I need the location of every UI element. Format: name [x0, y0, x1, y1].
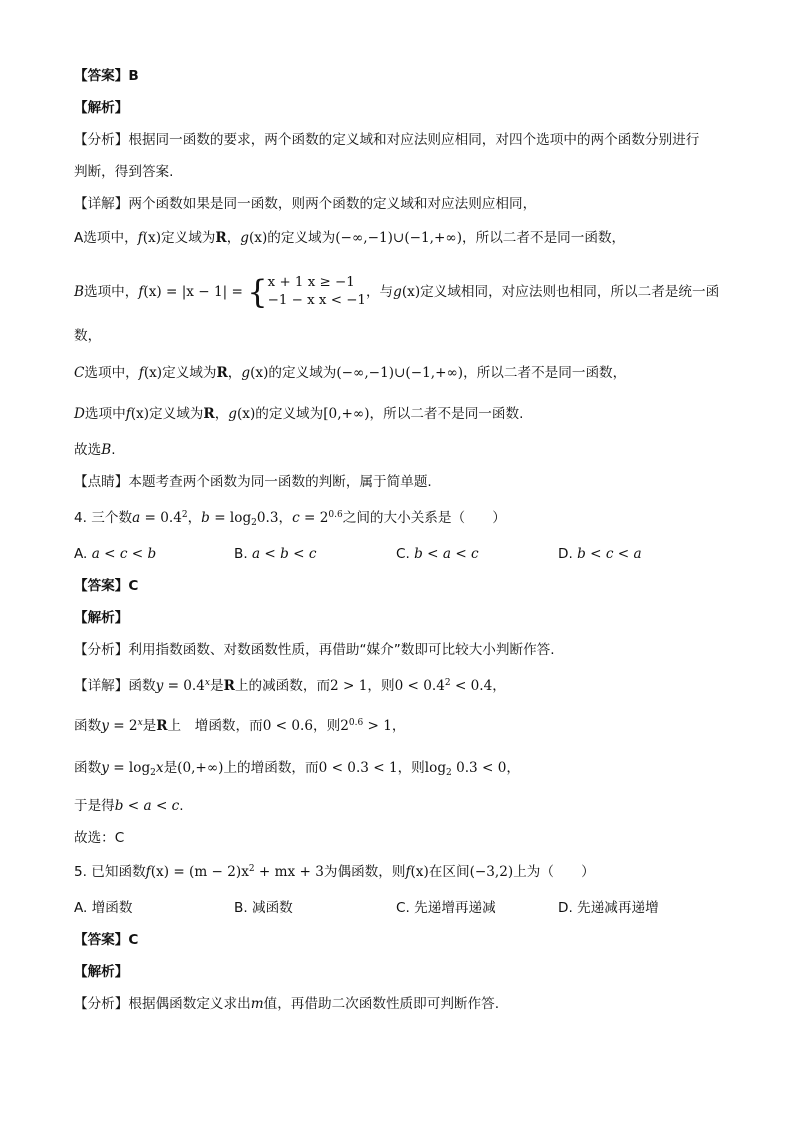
q4-detail-line-4: 于是得b < a < c.: [74, 798, 184, 814]
analysis-text-line-1: 【分析】根据同一函数的要求，两个函数的定义域和对应法则应相同，对四个选项中的两个函数分别进行: [74, 132, 700, 148]
q4-detail-line-3: 函数$y = \log_2x$是(0,+∞)上的增函数，而0 < 0.3 < 1，则$\log_2 0.3 < 0$，: [74, 760, 520, 778]
q4-conclusion: 故选：C: [74, 830, 125, 846]
conclusion-line: 故选B.: [74, 442, 116, 458]
question-5-options: [74, 898, 734, 918]
q4-answer: 【答案】C: [74, 578, 139, 594]
analysis-heading: 【解析】: [74, 100, 129, 116]
option-c-analysis: C选项中，f(x)定义域为R，g(x)的定义域为(−∞,−1)∪(−1,+∞)，所以二者不是同一函数，: [74, 365, 627, 381]
q5-option-a: A. 增函数: [74, 900, 133, 916]
q5-analysis-heading: 【解析】: [74, 964, 129, 980]
q4-option-a: A. a < c < b: [74, 546, 157, 562]
question-4-stem: 4. 三个数$a = 0.4^2$，$b = \log_20.3$，$c = 2^{0.6}$之间的大小关系是（ ）: [74, 510, 506, 528]
q4-analysis-heading: 【解析】: [74, 610, 129, 626]
q5-answer: 【答案】C: [74, 932, 139, 948]
q5-option-d: D. 先递减再递增: [558, 900, 659, 916]
option-d-analysis: D选项中f(x)定义域为R，g(x)的定义域为[0,+∞)，所以二者不是同一函数.: [74, 406, 524, 422]
q4-detail-line-1: 【详解】函数$y = 0.4^x$是R上的减函数，而2 > 1，则$0 < 0.4^2 < 0.4$，: [74, 678, 506, 694]
q4-analysis-text: 【分析】利用指数函数、对数函数性质，再借助“媒介”数即可比较大小判断作答.: [74, 642, 555, 658]
analysis-text-line-2: 判断，得到答案.: [74, 164, 174, 180]
option-a-analysis: A选项中，f(x)定义域为R，g(x)的定义域为(−∞,−1)∪(−1,+∞)，所以二者不是同一函数，: [74, 230, 626, 246]
q5-option-b: B. 减函数: [234, 900, 293, 916]
q4-option-d: D. b < c < a: [558, 546, 642, 562]
question-4-options: [74, 544, 734, 564]
q5-option-c: C. 先递增再递减: [396, 900, 496, 916]
option-b-analysis: B选项中，f(x) = |x − 1| = { x + 1 x ≥ −1 −1 − x x < −1 ，与g(x)定义域相同，对应法则也相同，所以二者是统一函: [74, 273, 720, 311]
option-b-continuation: 数，: [74, 328, 102, 344]
q5-analysis-text: 【分析】根据偶函数定义求出m值，再借助二次函数性质即可判断作答.: [74, 996, 500, 1012]
remark-line: 【点睛】本题考查两个函数为同一函数的判断，属于简单题.: [74, 474, 432, 490]
q4-detail-line-2: 函数$y = 2^x$是R上 增函数，而0 < 0.6，则$2^{0.6} > 1$，: [74, 718, 406, 734]
piecewise-case-2: −1 − x x < −1: [267, 293, 366, 308]
question-5-stem: 5. 已知函数$f(x) = (m - 2)x^2$ + mx + 3为偶函数，则f(x)在区间(−3,2)上为（ ）: [74, 864, 595, 880]
q4-option-b: B. a < b < c: [234, 546, 317, 562]
detail-line: 【详解】两个函数如果是同一函数，则两个函数的定义域和对应法则应相同，: [74, 196, 537, 212]
answer-line: 【答案】B: [74, 68, 139, 84]
piecewise-case-1: x + 1 x ≥ −1: [267, 275, 355, 290]
q4-option-c: C. b < a < c: [396, 546, 479, 562]
